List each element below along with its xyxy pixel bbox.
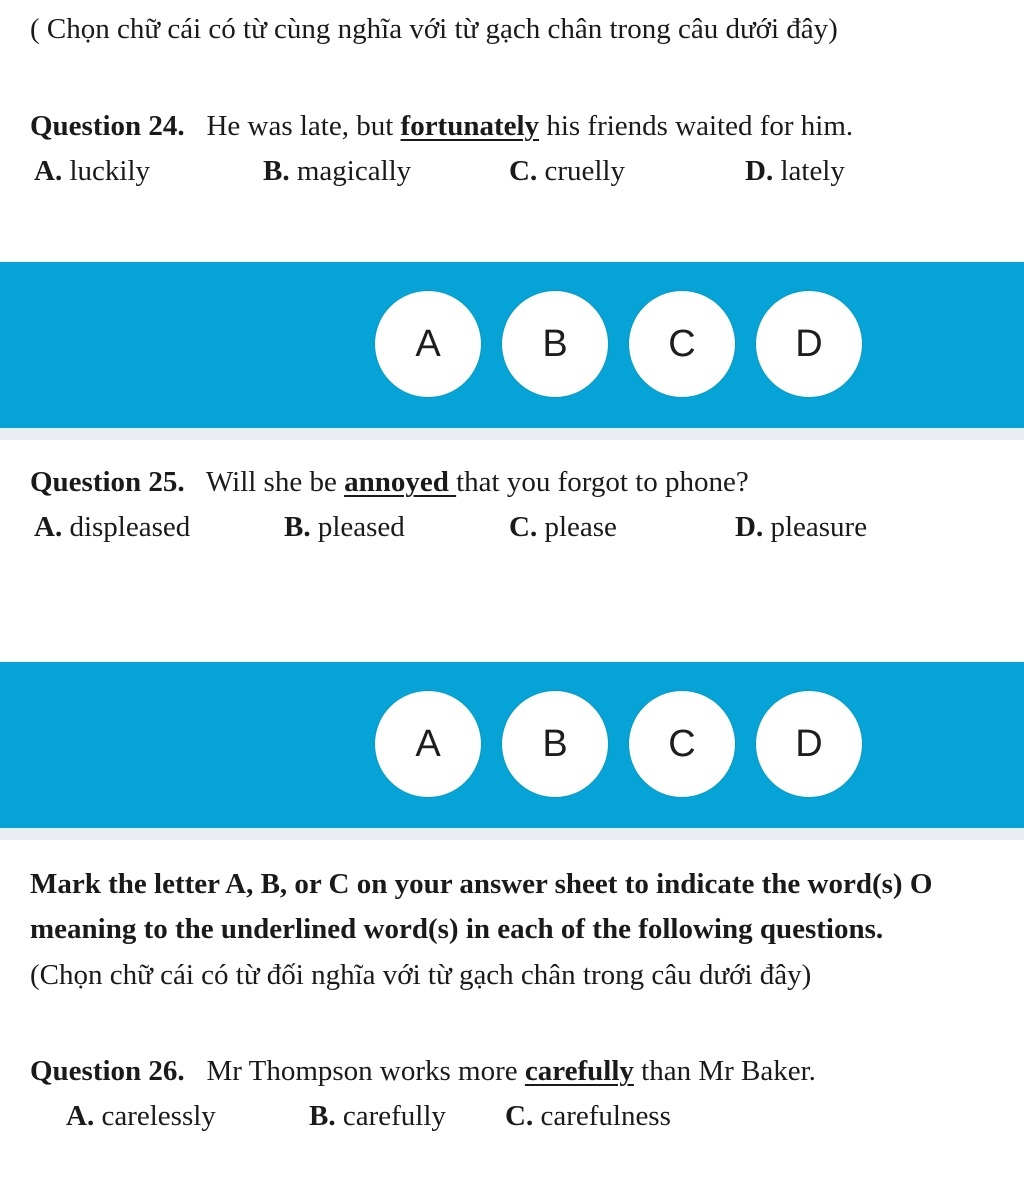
option-letter: C. [509,155,538,187]
option-d [745,154,845,188]
option-text: displeased [62,511,191,543]
question-text-before: He was late, but [206,110,401,142]
underlined-word: fortunately [400,110,540,142]
option-text: pleasure [763,511,868,543]
option-a [34,510,190,544]
option-letter: D. [745,155,774,187]
option-letter: B. [263,155,290,187]
antonym-instruction-line3: (Chọn chữ cái có từ đối nghĩa với từ gạch chân trong câu dưới đây) [30,959,812,991]
synonym-instruction: ( Chọn chữ cái có từ cùng nghĩa với từ gạch chân trong câu dưới đây) [30,13,838,45]
option-text: please [537,511,617,543]
question-text-before: Will she be [205,466,345,498]
option-text: lately [773,155,845,187]
option-c [505,1099,671,1133]
question-25 [30,465,749,499]
option-a [66,1099,216,1133]
question-label: Question 26. [30,1055,185,1087]
underlined-word: annoyed [344,466,457,498]
question-label: Question 25. [30,466,185,498]
option-letter: B. [284,511,311,543]
answer-button-c[interactable]: C [629,691,735,797]
option-b [263,154,411,188]
answer-button-c[interactable]: C [629,291,735,397]
answer-band-25 [0,662,1024,840]
option-text: carelessly [94,1100,216,1132]
answer-button-a[interactable]: A [375,691,481,797]
option-c [509,154,625,188]
option-letter: A. [66,1100,95,1132]
question-24 [30,109,853,143]
option-text: carefully [335,1100,446,1132]
answer-button-a[interactable]: A [375,291,481,397]
option-b [309,1099,446,1133]
answer-button-b[interactable]: B [502,291,608,397]
option-text: luckily [62,155,150,187]
option-letter: A. [34,155,63,187]
underlined-word: carefully [524,1055,634,1087]
question-text-before: Mr Thompson works more [206,1055,525,1087]
question-26 [30,1054,816,1088]
option-letter: B. [309,1100,336,1132]
option-letter: D. [735,511,764,543]
question-label: Question 24. [30,110,185,142]
question-text-after: than Mr Baker. [633,1055,816,1087]
option-c [509,510,617,544]
option-text: pleased [310,511,405,543]
option-letter: C. [505,1100,534,1132]
option-text: magically [289,155,412,187]
answer-band-24 [0,262,1024,440]
antonym-instruction-line1: Mark the letter A, B, or C on your answer sheet to indicate the word(s) O [30,868,933,900]
antonym-instruction-line2: meaning to the underlined word(s) in each of the following questions. [30,913,884,945]
option-letter: C. [509,511,538,543]
option-text: carefulness [533,1100,671,1132]
question-text-after: that you forgot to phone? [456,466,749,498]
answer-button-b[interactable]: B [502,691,608,797]
option-d [735,510,867,544]
option-letter: A. [34,511,63,543]
option-text: cruelly [537,155,625,187]
question-text-after: his friends waited for him. [539,110,854,142]
option-a [34,154,150,188]
answer-button-d[interactable]: D [756,691,862,797]
option-b [284,510,405,544]
answer-button-d[interactable]: D [756,291,862,397]
